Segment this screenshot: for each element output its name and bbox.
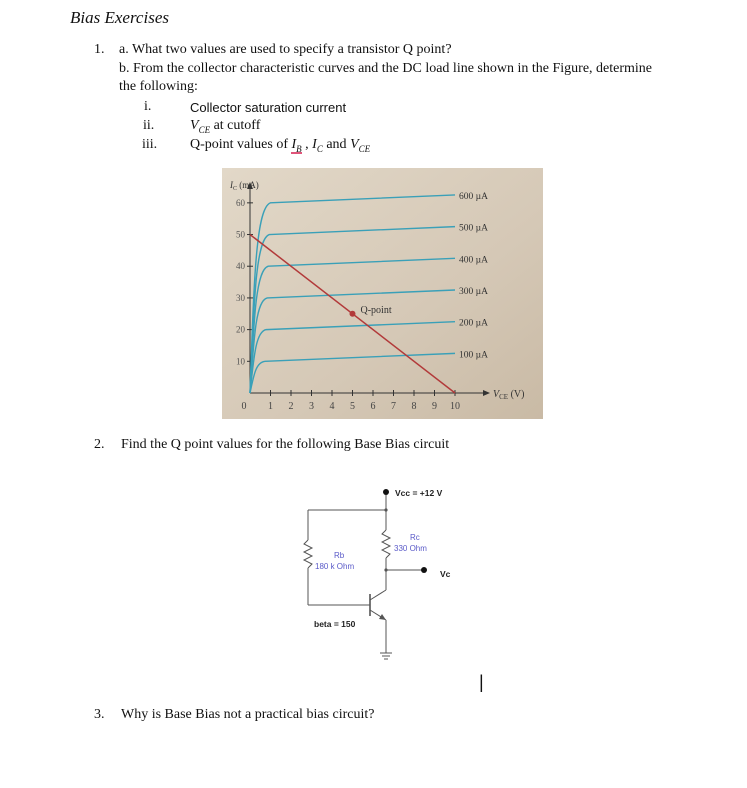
page-title: Bias Exercises [70, 8, 169, 27]
ib-symbol: $I_B$ [291, 137, 302, 154]
x-tick-label: 6 [370, 401, 376, 412]
vcc-label: Vcc = +12 V [395, 488, 443, 498]
q1b-text-line1: b. From the collector characteristic curves and the DC load line shown in the Figure, determine [119, 61, 653, 76]
q1-item-3-text: Q-point values of $I_B$ , $I_C$ and $V_{CE}$ [190, 137, 371, 154]
collector-characteristics-chart [222, 168, 543, 419]
ic-curve-label: 600 µA [459, 191, 488, 202]
rb-resistor [304, 540, 312, 568]
q1-item-2-number: ii. [143, 118, 155, 133]
y-tick-label: 30 [236, 292, 245, 303]
q3-number: 3. [94, 707, 105, 722]
x-tick-label: 5 [350, 401, 355, 412]
x-tick-label: 4 [329, 401, 335, 412]
ic-symbol: $I_C$ [312, 137, 323, 154]
q1-item-1-text: Collector saturation current [190, 100, 347, 115]
x-axis-label: $V_{CE}$ (V) [493, 389, 525, 401]
vcc-node [383, 489, 389, 495]
rc-resistor [382, 530, 390, 558]
q-point-label: Q-point [360, 304, 392, 316]
rc-value-label: 330 Ohm [394, 544, 427, 553]
x-tick-label: 3 [309, 401, 314, 412]
vce-symbol: $V_{CE}$ [350, 137, 371, 154]
q1-item-2-text: $V_{CE}$ at cutoff [190, 118, 261, 135]
x-tick-label: 8 [411, 401, 417, 412]
y-axis-label: $I_C$ (mA) [230, 180, 259, 192]
q1-item-1-number: i. [144, 99, 152, 114]
rc-name-label: Rc [410, 533, 420, 542]
text-cursor: | [479, 672, 484, 692]
q2-number: 2. [94, 437, 105, 452]
ic-curve-label: 400 µA [459, 255, 488, 266]
x-tick-label: 9 [432, 401, 437, 412]
ic-curve-label: 500 µA [459, 223, 488, 234]
q1-number: 1. [94, 42, 105, 57]
vc-node [421, 567, 427, 573]
vc-label: Vc [440, 569, 451, 579]
beta-label: beta = 150 [314, 619, 356, 629]
rb-name-label: Rb [334, 551, 345, 560]
x-tick-label: 0 [241, 401, 247, 412]
y-tick-label: 20 [236, 324, 245, 335]
q1a-text: a. What two values are used to specify a transistor Q point? [119, 42, 452, 57]
q1-item-3-number: iii. [142, 137, 158, 152]
ic-curve-label: 200 µA [459, 318, 488, 329]
x-tick-label: 2 [288, 401, 294, 412]
y-tick-label: 40 [236, 261, 245, 272]
x-tick-label: 10 [450, 401, 460, 412]
q-point-marker [350, 311, 356, 317]
x-tick-label: 1 [268, 401, 273, 412]
ic-curve-label: 100 µA [459, 350, 488, 361]
q1b-text-line2: the following: [119, 79, 198, 94]
y-tick-label: 50 [236, 229, 245, 240]
transistor-collector-lead [370, 590, 386, 600]
rb-value-label: 180 k Ohm [315, 562, 355, 571]
y-tick-label: 60 [236, 197, 245, 208]
ic-curve-label: 300 µA [459, 287, 488, 297]
base-bias-circuit [290, 478, 490, 668]
q3-text: Why is Base Bias not a practical bias circuit? [121, 707, 375, 722]
q2-text: Find the Q point values for the following Base Bias circuit [121, 437, 450, 452]
x-tick-label: 7 [391, 401, 396, 412]
y-tick-label: 10 [236, 356, 245, 367]
vce-symbol: $V_{CE}$ [190, 118, 211, 135]
